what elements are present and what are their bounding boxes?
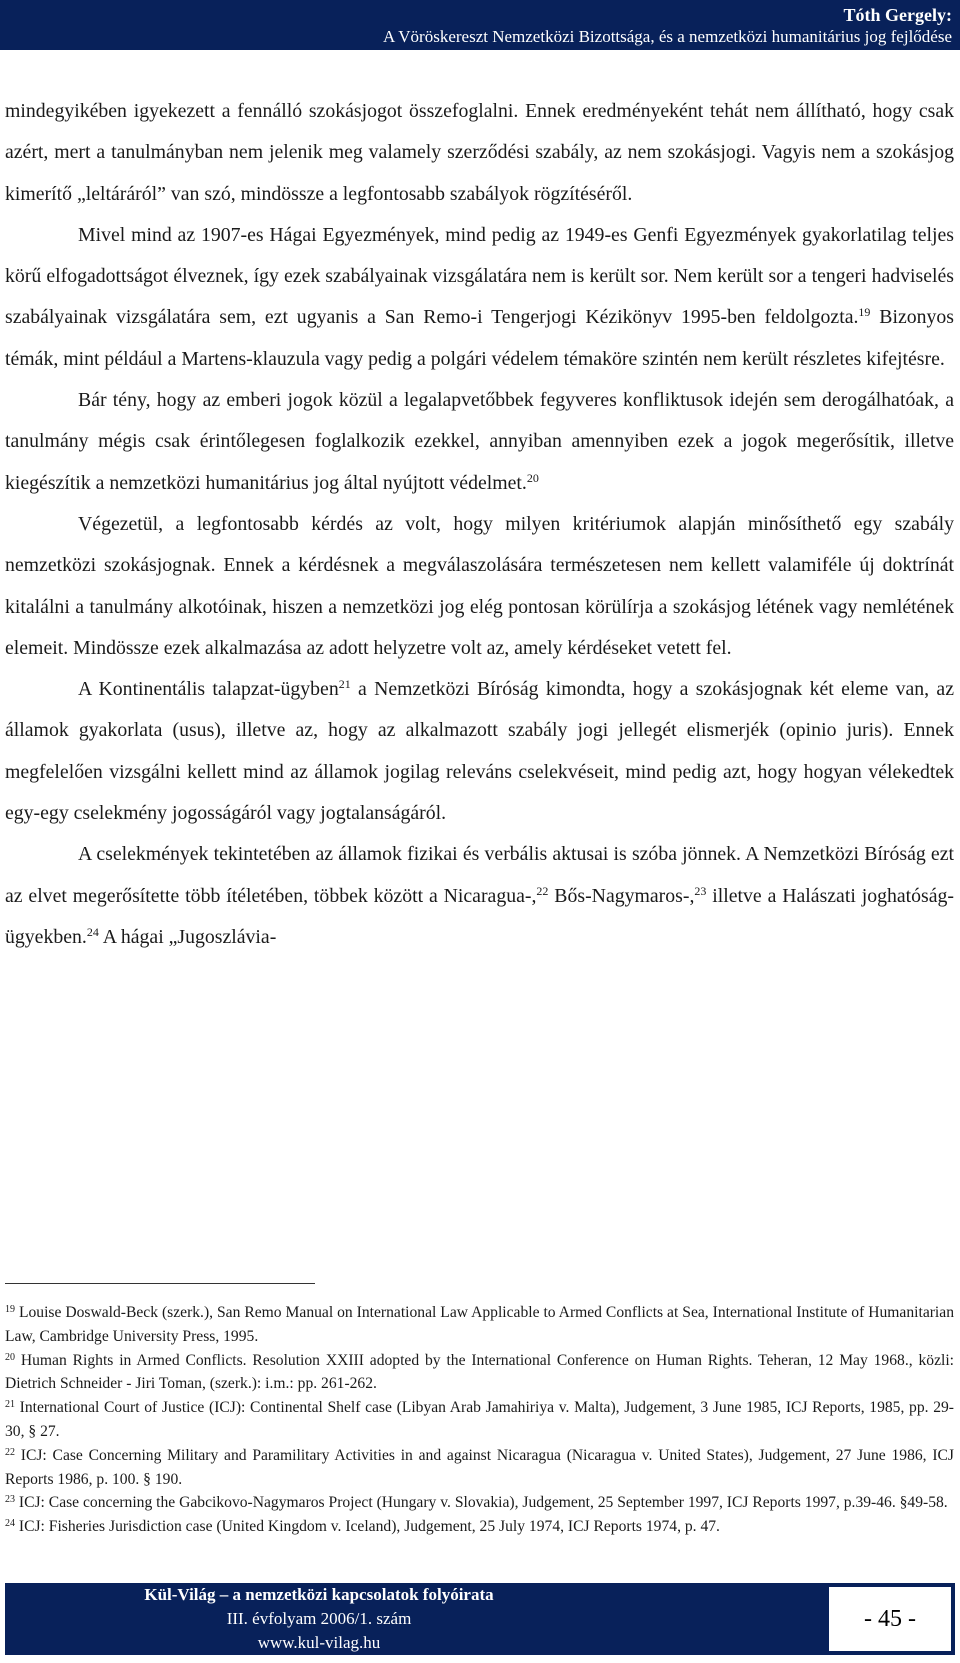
header-author: Tóth Gergely: [843, 5, 952, 25]
footnote-21: $^{21}$ International Court of Justice (ICJ): Continental Shelf case (Libyan Arab Jamahiriya v. Malta), Judgement, 3 June 1985, ICJ Reports, 1985, pp. 29-30, § 27. [5, 1399, 954, 1440]
footnote-20: $^{20}$ Human Rights in Armed Conflicts. Resolution XXIII adopted by the International Conference on Human Rights. Teheran, 12 May 1968., közli: Dietrich Schneider - Jiri Toman, (szerk.): i.m.: pp. 261-262. [5, 1351, 954, 1393]
footnote-ref-21[interactable]: 21 [338, 677, 351, 692]
page-header [0, 0, 960, 50]
footnote-ref-23[interactable]: 23 [694, 883, 707, 898]
article-body [5, 91, 954, 958]
footnote-ref-24[interactable]: 24 [86, 924, 99, 939]
journal-issue: III. évfolyam 2006/1. szám [226, 1609, 412, 1628]
paragraph-2: Mivel mind az 1907-es Hágai Egyezmények, mind pedig az 1949-es Genfi Egyezmények gyakorlatilag teljes körű elfogadottságot élveznek, így ezek szabályainak vizsgálatára nem is került sor. Nem került sor a tengeri hadviselés szabályainak vizsgálatára sem, ezt ugyanis a San Remo-i Tengerjogi Kézikönyv 1995-ben feldolgozta.$^{19}$ Bizonyos témák, mint például a Martens-klauzula vagy pedig a polgári védelem témaköre szintén nem került részletes kifejtésre. [5, 223, 954, 370]
header-title: A Vöröskereszt Nemzetközi Bizottsága, és a nemzetközi humanitárius jog fejlődése [382, 27, 952, 46]
journal-info [5, 1583, 633, 1655]
footnote-ref-19[interactable]: 19 [858, 305, 871, 320]
footnote-ref-20[interactable]: 20 [526, 470, 539, 485]
footnote-22: $^{22}$ ICJ: Case Concerning Military and Paramilitary Activities in and against Nicaragua (Nicaragua v. United States), Judgement, 27 June 1986, ICJ Reports 1986, p. 100. § 190. [5, 1446, 954, 1488]
paragraph-3: Bár tény, hogy az emberi jogok közül a legalapvetőbbek fegyveres konfliktusok idején sem derogálhatóak, a tanulmány mégis csak érintőlegesen foglalkozik ezekkel, annyiban amennyiben ezek a jogok megerősítik, illetve kiegészítik a nemzetközi humanitárius jog által nyújtott védelmet.$^{20}$ [5, 389, 954, 494]
paragraph-1: mindegyikében igyekezett a fennálló szokásjogot összefoglalni. Ennek eredményeként tehát nem állítható, hogy csak azért, mert a tanulmányban nem jelenik meg valamely szerződési szabály, az nem szokásjogi. Vagyis nem a szokásjog kimerítő „leltáráról” van szó, mindössze a legfontosabb szabályok rögzítéséről. [5, 100, 954, 205]
paragraph-4: Végezetül, a legfontosabb kérdés az volt, hogy milyen kritériumok alapján minősíthető egy szabály nemzetközi szokásjognak. Ennek a kérdésnek a megválaszolására természetesen nem kellett valamiféle új doktrínát kitalálni a tanulmány alkotóinak, hiszen a nemzetközi jog elég pontosan körülírja a szokásjog létének vagy nemlétének elemeit. Mindössze ezek alkalmazása az adott helyzetre volt az, amely kérdéseket vetett fel. [5, 512, 954, 659]
journal-title: Kül-Világ – a nemzetközi kapcsolatok folyóirata [144, 1585, 494, 1604]
page-number: - 45 - [825, 1583, 955, 1655]
footnote-23: $^{23}$ ICJ: Case concerning the Gabcikovo-Nagymaros Project (Hungary v. Slovakia), Judgement, 25 September 1997, ICJ Reports 1997, p.39-46. §49-58. [5, 1494, 948, 1512]
paragraph-5: A Kontinentális talapzat-ügyben$^{21}$ a Nemzetközi Bíróság kimondta, hogy a szokásjognak két eleme van, az államok gyakorlata (usus), illetve az, hogy az alkalmazott szabály jogi jellegét elismerjék (opinio juris). Ennek megfelelően vizsgálni kellett mind az államok jogilag releváns cselekvéseit, mind pedig azt, hogy hogyan vélekedtek egy-egy cselekmény jogosságáról vagy jogtalanságáról. [5, 677, 954, 825]
footnote-ref-22[interactable]: 22 [536, 883, 549, 898]
footnote-24: $^{24}$ ICJ: Fisheries Jurisdiction case (United Kingdom v. Iceland), Judgement, 25 July 1974, ICJ Reports 1974, p. 47. [5, 1518, 720, 1536]
footnote-divider [5, 1283, 315, 1284]
page-footer [5, 1583, 955, 1655]
paragraph-6: A cselekmények tekintetében az államok fizikai és verbális aktusai is szóba jönnek. A Nemzetközi Bíróság ezt az elvet megerősítette több ítéletében, többek között a Nicaragua-,$^{22}$ Bős-Nagymaros-,$^{23}$ illetve a Halászati joghatóság-ügyekben.$^{24}$ A hágai „Jugoszlávia- [5, 843, 954, 948]
journal-url[interactable]: www.kul-vilag.hu [257, 1633, 381, 1652]
footnote-19: $^{19}$ Louise Doswald-Beck (szerk.), San Remo Manual on International Law Applicable to Armed Conflicts at Sea, International Institute of Humanitarian Law, Cambridge University Press, 1995. [5, 1304, 954, 1345]
footnotes [5, 1301, 954, 1539]
